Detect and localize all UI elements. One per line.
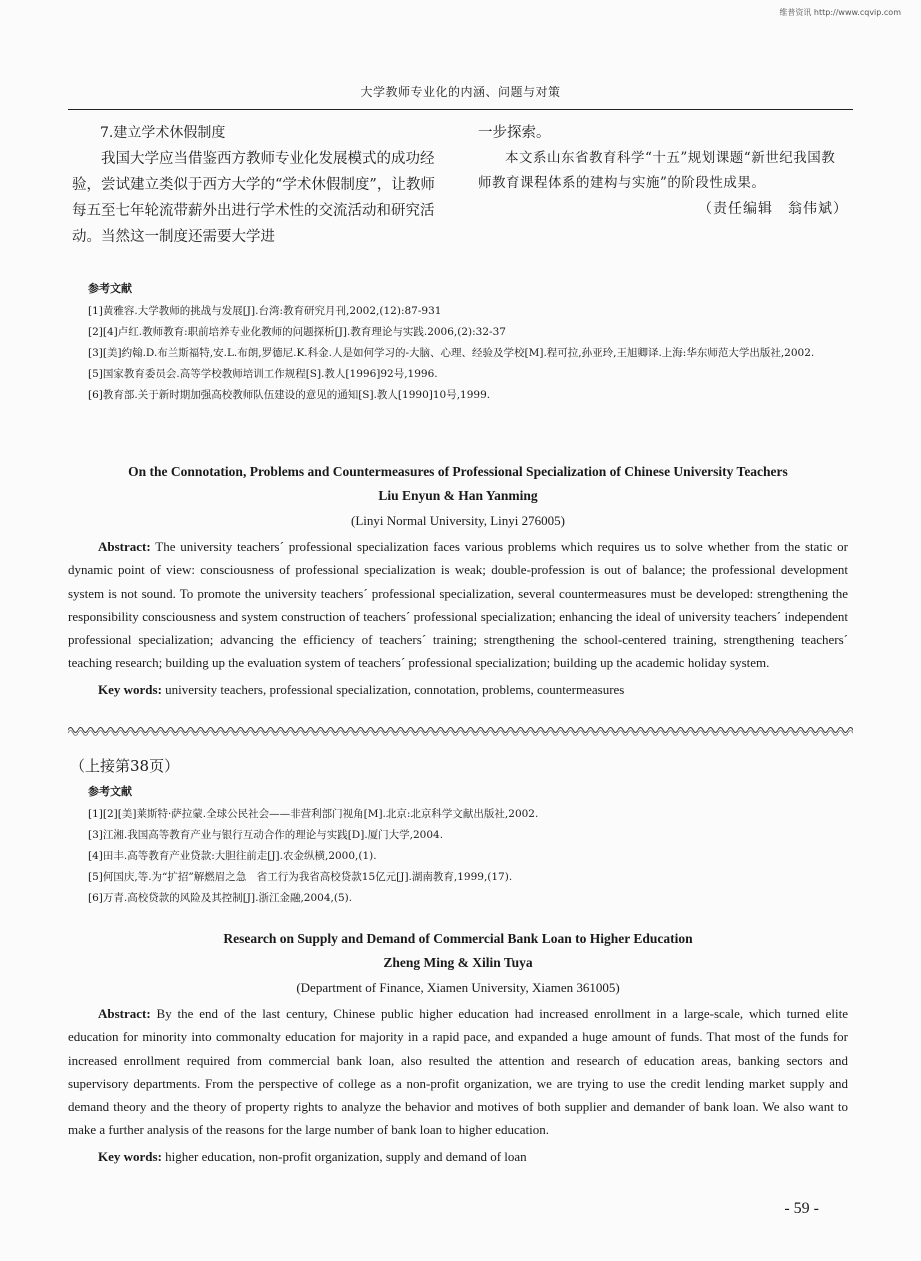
keywords-text: higher education, non-profit organization, supply and demand of loan bbox=[165, 1148, 527, 1164]
abstract-label: Abstract: bbox=[98, 1006, 151, 1021]
references-2 bbox=[88, 781, 853, 909]
reference-item: [3]江湘.我国高等教育产业与银行互动合作的理论与实践[D].厦门大学,2004. bbox=[88, 829, 444, 841]
keywords-label: Key words: bbox=[98, 1148, 162, 1164]
right-column bbox=[478, 120, 848, 222]
reference-item: [4]田丰.高等教育产业贷款:大胆往前走[J].农金纵横,2000,(1). bbox=[88, 850, 377, 862]
header-rule bbox=[68, 109, 853, 110]
watermark: 维普资讯 http://www.cqvip.com bbox=[779, 8, 901, 17]
references-title: 参考文献 bbox=[88, 282, 132, 295]
funding-note: 本文系山东省教育科学“十五”规划课题“新世纪我国教师教育课程体系的建构与实施”的阶段性成果。 bbox=[478, 150, 836, 191]
references-title: 参考文献 bbox=[88, 785, 132, 798]
page-number: - 59 - bbox=[784, 1200, 819, 1217]
abstract-paragraph bbox=[68, 1002, 848, 1142]
article-title-en: Research on Supply and Demand of Commercial Bank Loan to Higher Education bbox=[223, 931, 693, 946]
continued-from-note: （上接第38页） bbox=[70, 757, 180, 775]
reference-item: [5]国家教育委员会.高等学校教师培训工作规程[S].教人[1996]92号,1996. bbox=[88, 368, 438, 380]
english-abstract-1 bbox=[68, 461, 848, 701]
article-affiliation: (Department of Finance, Xiamen University, Xiamen 361005) bbox=[296, 980, 620, 995]
body-paragraph: 我国大学应当借鉴西方教师专业化发展模式的成功经验，尝试建立类似于西方大学的“学术休假制度”，让教师每五至七年轮流带薪外出进行学术性的交流活动和研究活动。当然这一制度还需要大学进 bbox=[72, 151, 435, 245]
left-column bbox=[72, 120, 440, 250]
keywords-text: university teachers, professional specialization, connotation, problems, countermeasures bbox=[165, 681, 625, 697]
reference-item: [3][美]约翰.D.布兰斯福特,安.L.布朗,罗德尼.K.科金.人是如何学习的-大脑、心理、经验及学校[M].程可拉,孙亚玲,王旭卿译.上海:华东师范大学出版社,2002. bbox=[88, 347, 815, 359]
article-affiliation: (Linyi Normal University, Linyi 276005) bbox=[351, 513, 565, 528]
reference-item: [1][2][美]莱斯特·萨拉蒙.全球公民社会——非营利部门视角[M].北京:北京科学文献出版社,2002. bbox=[88, 808, 539, 820]
reference-item: [5]何国庆,等.为“扩招”解燃眉之急 省工行为我省高校贷款15亿元[J].湖南教育,1999,(17). bbox=[88, 871, 513, 883]
continuation-text: 一步探索。 bbox=[478, 125, 551, 141]
section-heading: 7.建立学术休假制度 bbox=[100, 125, 226, 141]
keywords-label: Key words: bbox=[98, 681, 162, 697]
article-authors: Liu Enyun & Han Yanming bbox=[378, 488, 538, 503]
reference-item: [6]万青.高校贷款的风险及其控制[J].浙江金融,2004,(5). bbox=[88, 892, 353, 904]
article-authors: Zheng Ming & Xilin Tuya bbox=[383, 955, 533, 970]
abstract-text: The university teachers´ professional specialization faces various problems which requires us to solve whether from the static or dynamic point of view: consciousness of professional specialization is weak; double-profession is out of balance; the professional development system is not sound. To promote the university teachers´ professional specialization, several countermeasures must be developed: strengthening the responsibility consciousness and system construction of teachers´ professional specialization; enhancing the ideal of university teachers´ independent professional specialization; advancing the efficiency of teachers´ training; strengthening the school-centered training, strengthening teachers´ teaching research; building up the evaluation system of teachers´ professional specialization; building up the academic holiday system. bbox=[68, 539, 848, 671]
editor-credit: （责任编辑 翁伟斌） bbox=[698, 201, 848, 217]
reference-item: [1]黄雅容.大学教师的挑战与发展[J].台湾:教育研究月刊,2002,(12):87-931 bbox=[88, 305, 442, 317]
abstract-label: Abstract: bbox=[98, 539, 151, 554]
keywords-paragraph bbox=[68, 1145, 848, 1168]
article-title-en: On the Connotation, Problems and Countermeasures of Professional Specialization of Chinese University Teachers bbox=[128, 464, 788, 479]
keywords-paragraph bbox=[68, 678, 848, 701]
english-abstract-2 bbox=[68, 928, 848, 1168]
abstract-paragraph bbox=[68, 535, 848, 675]
references-1 bbox=[88, 278, 853, 406]
wavy-divider bbox=[68, 724, 853, 736]
running-head: 大学教师专业化的内涵、问题与对策 bbox=[360, 85, 561, 99]
abstract-text: By the end of the last century, Chinese public higher education had increased enrollment in a large-scale, which turned elite education for minority into commonalty education for majority in a rapid pace, and expanded a huge amount of funds. That most of the funds for increased enrollment required from commercial bank loan, also resulted the attention and research of education areas, banking sectors and supervisory departments. From the perspective of college as a non-profit organization, we are trying to use the credit lending market supply and demand theory and the theory of property rights to analyze the behavior and motives of both supplier and demander of bank loan. We also want to make a further analysis of the reasons for the large number of bank loan to higher education. bbox=[68, 1006, 848, 1138]
reference-item: [2][4]卢红.教师教育:职前培养专业化教师的问题探析[J].教育理论与实践.2006,(2):32-37 bbox=[88, 326, 506, 338]
reference-item: [6]教育部.关于新时期加强高校教师队伍建设的意见的通知[S].教人[1990]10号,1999. bbox=[88, 389, 491, 401]
